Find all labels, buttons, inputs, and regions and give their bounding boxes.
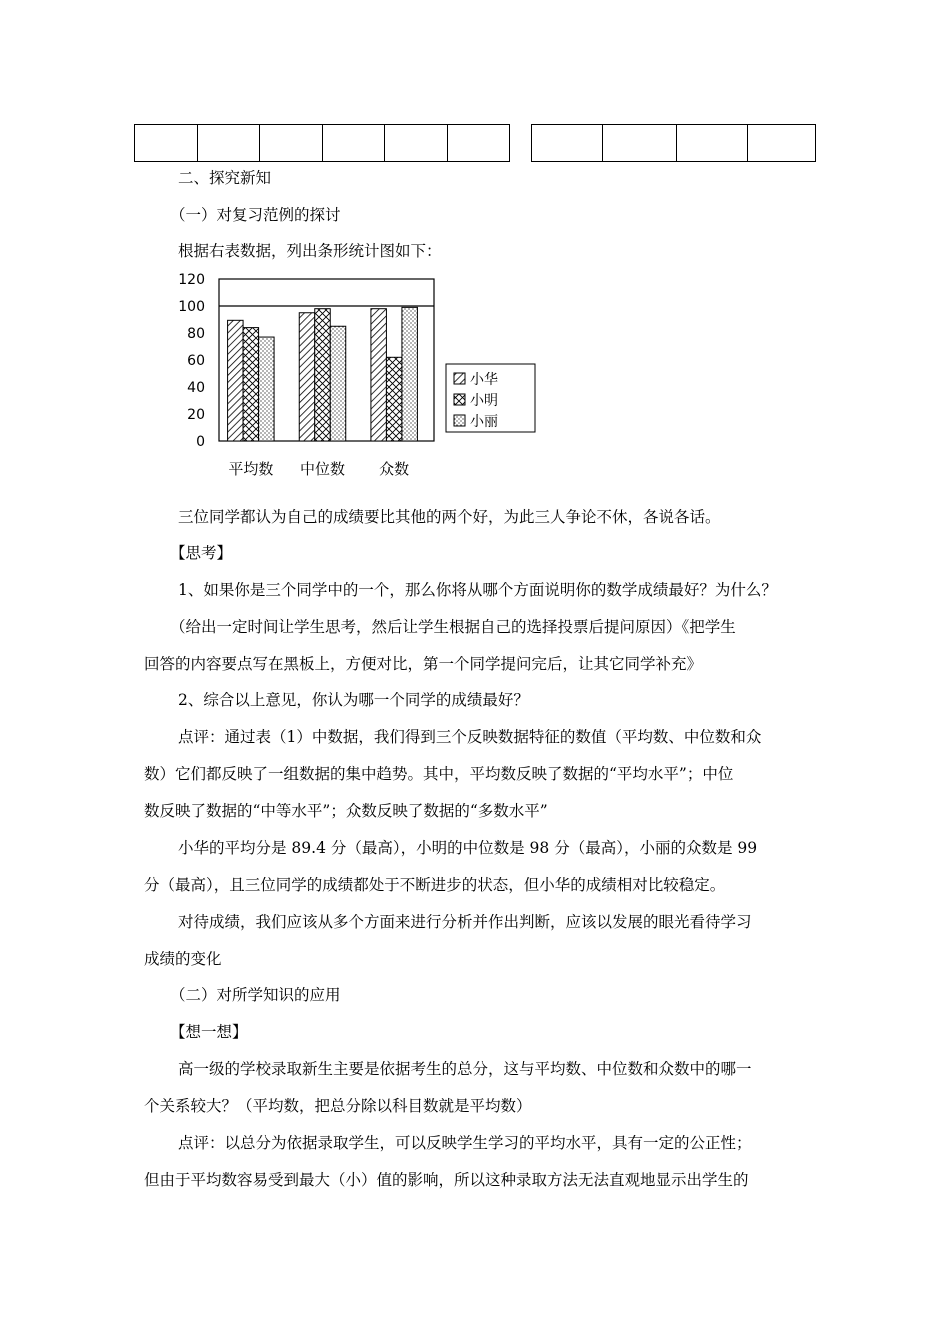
score-table-right (531, 124, 816, 162)
paragraph-line: 个关系较大？（平均数，把总分除以科目数就是平均数） (144, 1097, 532, 1115)
legend-label: 小丽 (470, 414, 498, 430)
y-tick-label: 40 (187, 380, 205, 396)
paragraph-line: 但由于平均数容易受到最大（小）值的影响，所以这种录取方法无法直观地显示出学生的 (144, 1171, 749, 1189)
score-table-left (134, 124, 510, 162)
paragraph-line: 点评：以总分为依据录取学生，可以反映学生学习的平均水平，具有一定的公正性； (178, 1134, 752, 1152)
paragraph-line: 成绩的变化 (144, 950, 222, 968)
paragraph-line: 数反映了数据的“中等水平”；众数反映了数据的“多数水平” (144, 802, 548, 820)
bar-小华 (299, 313, 315, 441)
table-row (135, 125, 510, 162)
think-heading: 【思考】 (170, 544, 233, 562)
category-label: 中位数 (299, 460, 346, 478)
subsection-heading: （二）对所学知识的应用 (170, 986, 341, 1004)
legend-label: 小华 (470, 372, 498, 388)
legend-label: 小明 (470, 393, 498, 409)
table-cell (135, 125, 198, 162)
table-cell (322, 125, 385, 162)
y-tick-label: 60 (187, 353, 205, 369)
bar-小明 (386, 357, 402, 441)
bar-小明 (315, 309, 331, 441)
table-cell (532, 125, 603, 162)
paragraph-line: 数）它们都反映了一组数据的集中趋势。其中，平均数反映了数据的“平均水平”；中位 (144, 765, 734, 783)
category-label: 众数 (379, 460, 410, 478)
y-tick-label: 120 (178, 272, 205, 288)
question-1: 1、如果你是三个同学中的一个，那么你将从哪个方面说明你的数学成绩最好？为什么？ (178, 581, 777, 599)
table-row (532, 125, 816, 162)
y-tick-label: 0 (196, 434, 205, 450)
bar-小丽 (330, 326, 346, 441)
chart-legend (446, 364, 535, 432)
table-cell (676, 125, 747, 162)
legend-swatch (454, 415, 465, 426)
category-label: 平均数 (228, 460, 274, 478)
y-tick-label: 80 (187, 326, 205, 342)
paragraph-line: 根据右表数据，列出条形统计图如下： (178, 242, 442, 260)
paragraph-line: 点评：通过表（1）中数据，我们得到三个反映数据特征的数值（平均数、中位数和众 (178, 728, 762, 746)
bar-chart (172, 268, 542, 483)
table-cell (447, 125, 510, 162)
table-cell (385, 125, 448, 162)
y-tick-label: 100 (178, 299, 205, 315)
table-cell (747, 125, 815, 162)
think-heading: 【想一想】 (170, 1023, 248, 1041)
paragraph-line: 对待成绩，我们应该从多个方面来进行分析并作出判断，应该以发展的眼光看待学习 (178, 913, 752, 931)
bar-小华 (228, 320, 244, 441)
paragraph-line: 三位同学都认为自己的成绩要比其他的两个好，为此三人争论不休，各说各话。 (178, 508, 721, 526)
table-cell (197, 125, 260, 162)
y-tick-label: 20 (187, 407, 205, 423)
table-cell (603, 125, 677, 162)
paragraph-line: （给出一定时间让学生思考，然后让学生根据自己的选择投票后提问原因）《把学生 (170, 618, 736, 636)
subsection-heading: （一）对复习范例的探讨 (170, 206, 341, 224)
bar-小丽 (402, 307, 418, 441)
paragraph-line: 回答的内容要点写在黑板上，方便对比，第一个同学提问完后，让其它同学补充》 (144, 655, 703, 673)
bar-小华 (371, 309, 387, 441)
bar-小丽 (259, 337, 275, 441)
paragraph-line: 分（最高），且三位同学的成绩都处于不断进步的状态，但小华的成绩相对比较稳定。 (144, 876, 726, 894)
table-cell (260, 125, 323, 162)
paragraph-line: 小华的平均分是 89.4 分（最高），小明的中位数是 98 分（最高），小丽的众数是 99 (178, 839, 758, 857)
question-2: 2、综合以上意见，你认为哪一个同学的成绩最好？ (178, 691, 529, 709)
paragraph-line: 高一级的学校录取新生主要是依据考生的总分，这与平均数、中位数和众数中的哪一 (178, 1060, 752, 1078)
section-heading: 二、探究新知 (178, 169, 272, 187)
legend-swatch (454, 394, 465, 405)
legend-swatch (454, 373, 465, 384)
bar-小明 (243, 328, 259, 441)
